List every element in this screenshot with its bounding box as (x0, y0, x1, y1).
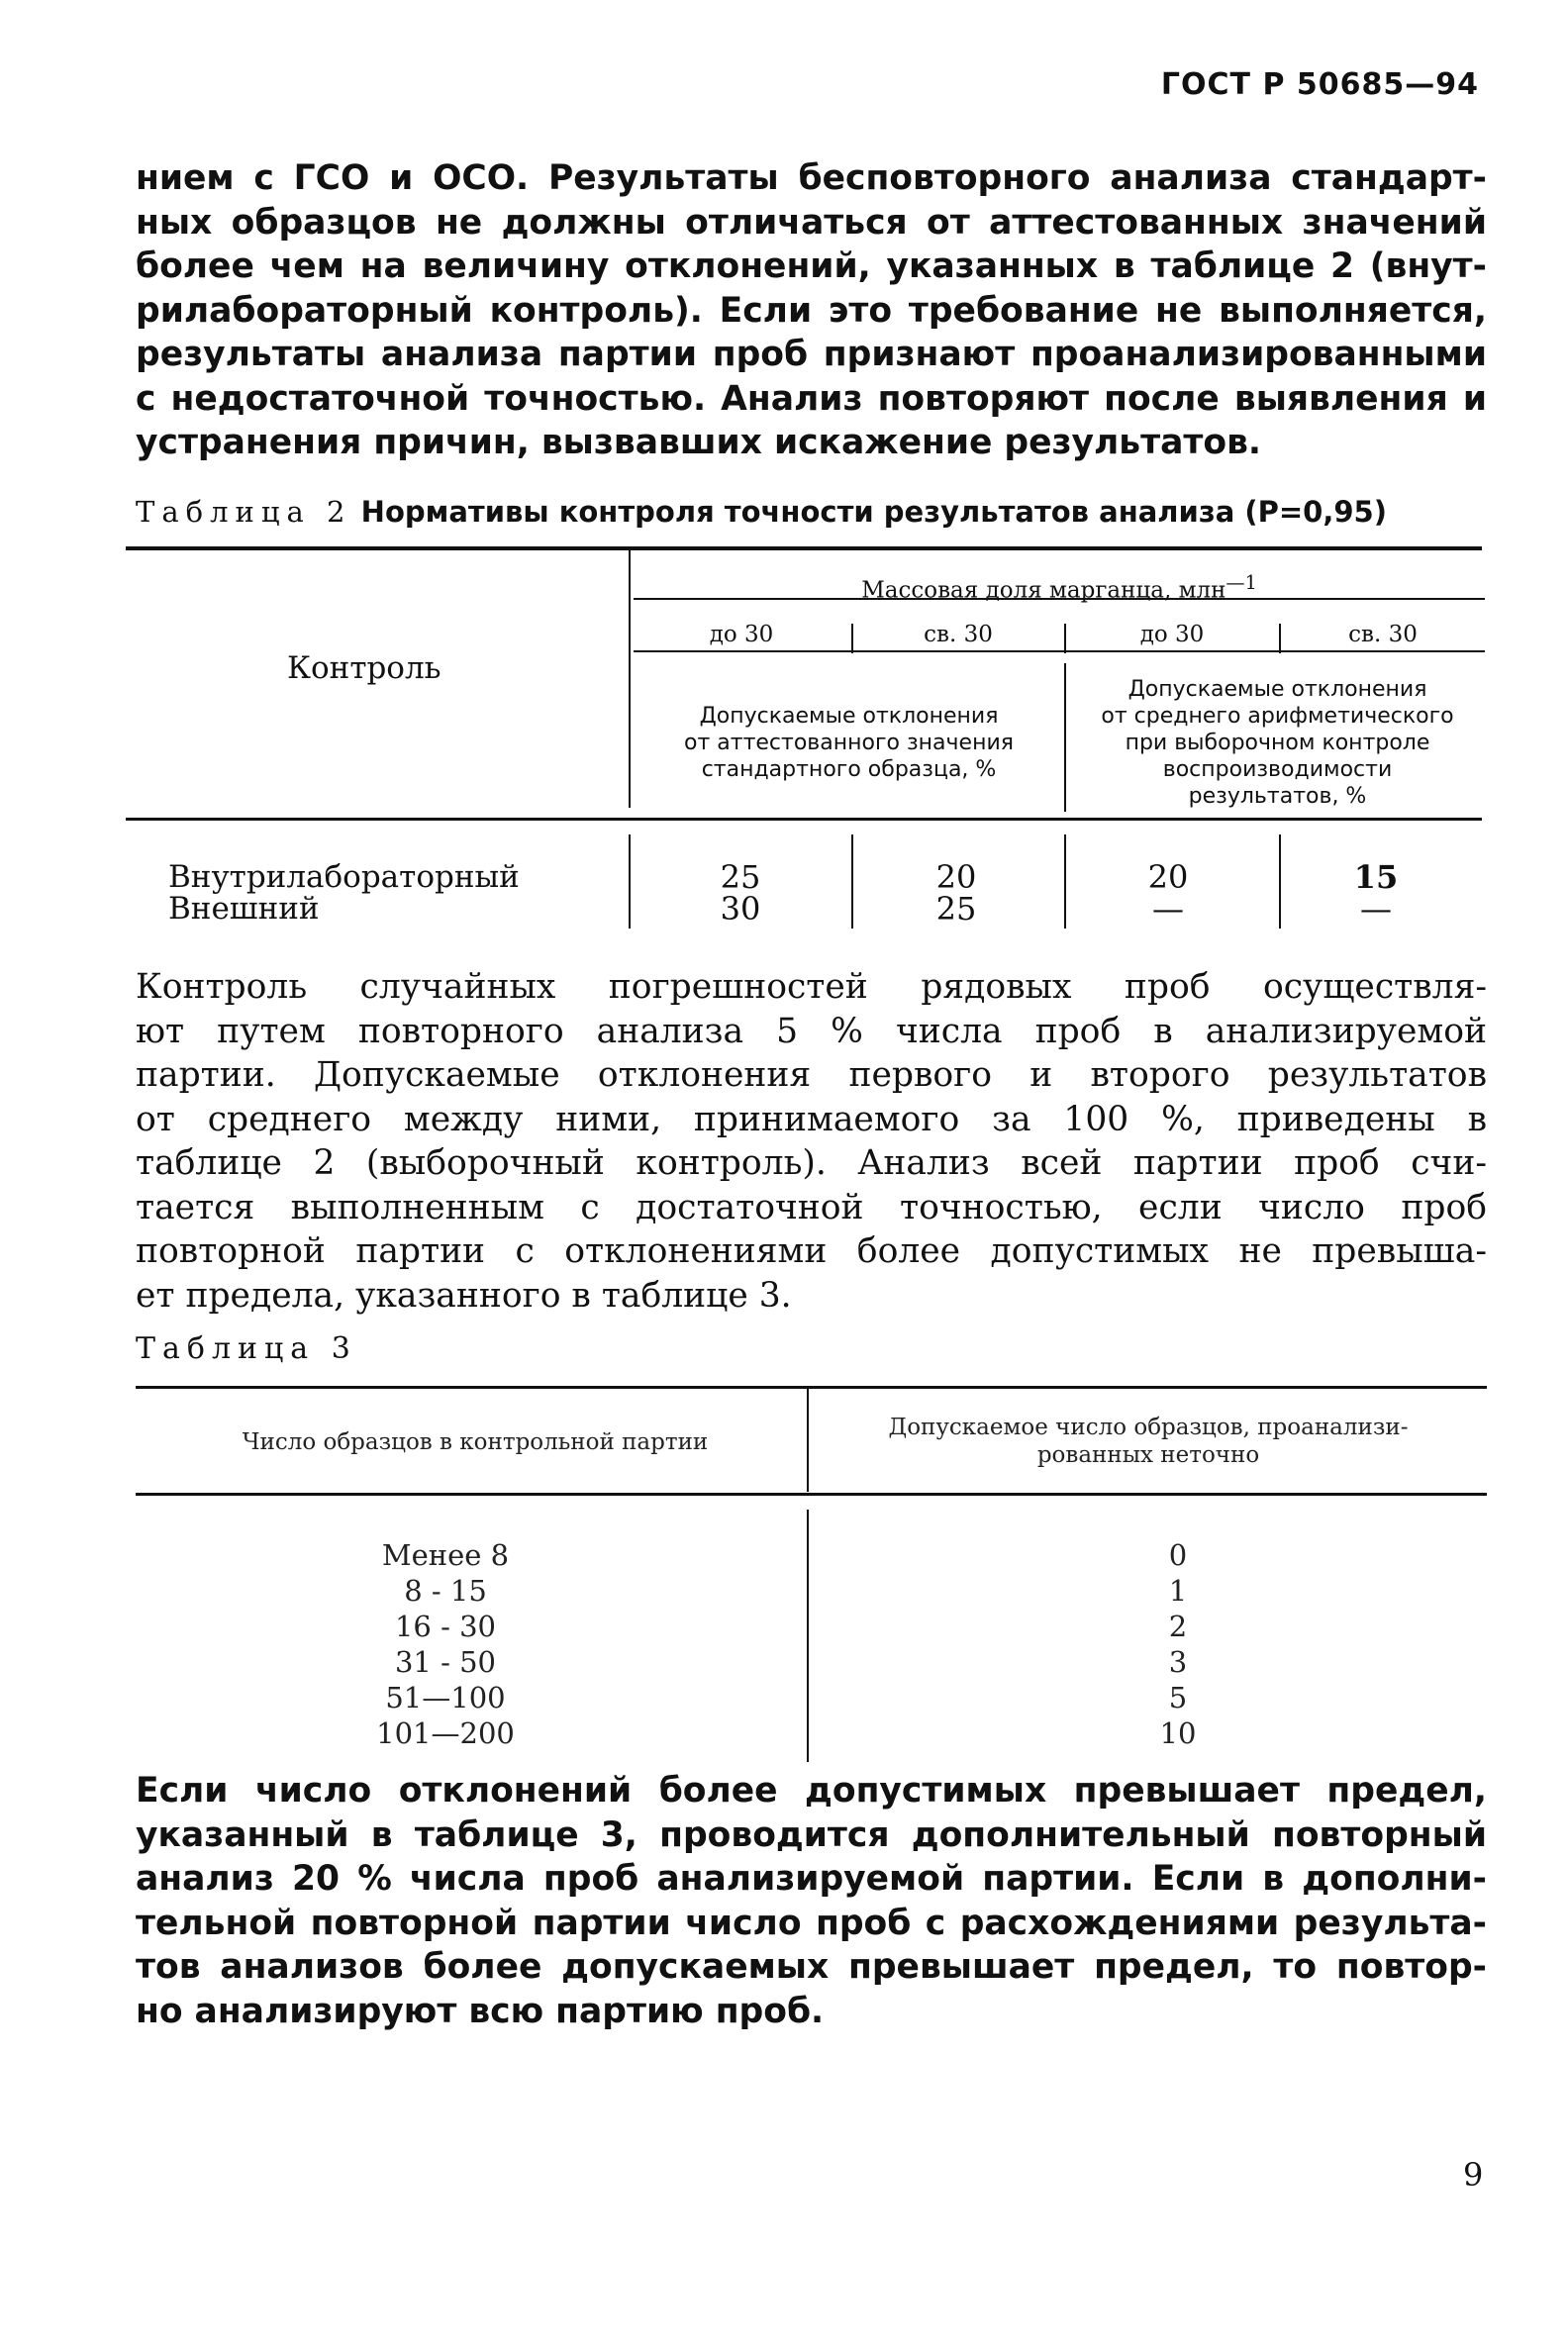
sub-header: св. 30 (1348, 622, 1418, 647)
row-value: — (1360, 890, 1392, 928)
text-line: более чем на величину отклонений, указанных в таблице 2 (внут- (136, 246, 1487, 286)
table-divider (629, 834, 631, 929)
table-2-title: Нормативы контроля точности результатов анализа (P=0,95) (360, 495, 1387, 529)
table-2-caption (136, 495, 1487, 529)
table-3-col2-header-line: Допускаемое число образцов, проанализи- (888, 1415, 1409, 1440)
table-row: 10 (1159, 1716, 1197, 1750)
control-column-header: Контроль (287, 650, 441, 686)
table-divider (807, 1510, 809, 1762)
text-line: от среднего между ними, принимаемого за 100 %, приведены в (136, 1099, 1487, 1139)
table-row: 51—100 (385, 1681, 506, 1714)
table-rule (136, 1386, 1487, 1389)
group2-header (1067, 676, 1488, 810)
table-row: 5 (1168, 1681, 1188, 1714)
text-line: тельной повторной партии число проб с расхождениями результа- (136, 1903, 1487, 1943)
mass-fraction-header-text: Массовая доля марганца, млн (861, 577, 1226, 604)
row-value: 30 (720, 890, 761, 928)
text-line: Контроль случайных погрешностей рядовых проб осуществля- (136, 967, 1487, 1007)
table-divider (851, 834, 853, 929)
row-value: 25 (935, 890, 977, 928)
text-line: тается выполненным с достаточной точностью, если число проб (136, 1187, 1487, 1227)
table-row: 31 - 50 (394, 1645, 497, 1679)
group2-header-line: Допускаемые отклонения (1127, 677, 1427, 702)
document-id: ГОСТ Р 50685—94 (1160, 67, 1479, 102)
text-line: Если число отклонений более допустимых превышает предел, (136, 1771, 1487, 1811)
sub-header: св. 30 (924, 622, 993, 647)
page-number: 9 (1463, 2156, 1484, 2194)
table-3-col1-header: Число образцов в контрольной партии (242, 1429, 709, 1455)
text-line: нием с ГСО и ОСО. Результаты бесповторного анализа стандарт- (136, 158, 1487, 198)
text-line: указанный в таблице 3, проводится дополнительный повторный (136, 1814, 1487, 1855)
group2-header-line: результатов, % (1188, 784, 1367, 809)
table-divider (1064, 834, 1066, 929)
sub-header: до 30 (1139, 622, 1205, 647)
table-3-caption: Таблица 3 (136, 1331, 357, 1366)
paragraph-1 (136, 156, 1487, 465)
group2-header-line: воспроизводимости (1162, 757, 1393, 782)
text-line: с недостаточной точностью. Анализ повторяют после выявления и (136, 378, 1487, 419)
table-3-allowed-column (1119, 1537, 1237, 1751)
table-divider (807, 1388, 809, 1492)
group1-header-line: от аттестованного значения (684, 731, 1014, 755)
text-line: таблице 2 (выборочный контроль). Анализ всей партии проб счи- (136, 1143, 1487, 1183)
table-rule (126, 546, 1482, 550)
group1-header (634, 703, 1064, 783)
text-line: устранения причин, вызвавших искажение результатов. (136, 423, 1262, 462)
table-row: 3 (1168, 1645, 1188, 1679)
row-value: 20 (1147, 858, 1189, 896)
table-row: 8 - 15 (404, 1574, 487, 1608)
table-rule (634, 650, 1485, 652)
text-line: анализ 20 % числа проб анализируемой партии. Если в дополни- (136, 1859, 1487, 1899)
table-row: 101—200 (376, 1716, 515, 1750)
text-line: ет предела, указанного в таблице 3. (136, 1275, 792, 1316)
text-line: партии. Допускаемые отклонения первого и второго результатов (136, 1055, 1487, 1095)
table-divider (629, 550, 631, 808)
table-3-col2-header (822, 1414, 1475, 1469)
table-2-label: Таблица 2 (136, 495, 352, 529)
mass-fraction-header (634, 569, 1485, 605)
table-3-count-column (327, 1537, 564, 1751)
sub-header: до 30 (709, 622, 774, 647)
text-line: тов анализов более допускаемых превышает предел, то повтор- (136, 1947, 1487, 1987)
mass-fraction-header-sup: —1 (1225, 571, 1257, 594)
table-divider (1279, 834, 1281, 929)
paragraph-3 (136, 1769, 1487, 2033)
text-line: результаты анализа партии проб признают проанализированными (136, 335, 1487, 374)
paragraph-2 (136, 965, 1487, 1318)
table-divider (1064, 663, 1066, 812)
group2-header-line: от среднего арифметического (1101, 704, 1454, 729)
row-label: Внешний (168, 891, 320, 927)
group2-header-line: при выборочном контроле (1125, 731, 1430, 755)
row-value: — (1152, 890, 1184, 928)
group1-header-line: стандартного образца, % (701, 757, 997, 782)
table-row: Менее 8 (381, 1538, 510, 1572)
row-value: 25 (720, 858, 761, 896)
table-row: 2 (1168, 1610, 1188, 1643)
row-label: Внутрилабораторный (168, 859, 520, 895)
table-row: 0 (1168, 1538, 1188, 1572)
row-value: 15 (1353, 858, 1399, 896)
table-row: 16 - 30 (394, 1610, 497, 1643)
group1-header-line: Допускаемые отклонения (699, 704, 999, 729)
text-line: но анализируют всю партию проб. (136, 1991, 825, 2031)
table-row: 1 (1168, 1574, 1188, 1608)
text-line: повторной партии с отклонениями более допустимых не превыша- (136, 1231, 1487, 1271)
row-value: 20 (935, 858, 977, 896)
table-3-col2-header-line: рованных неточно (1036, 1442, 1260, 1468)
text-line: ют путем повторного анализа 5 % числа проб в анализируемой (136, 1011, 1487, 1051)
text-line: рилабораторный контроль). Если это требование не выполняется, (136, 290, 1487, 331)
text-line: ных образцов не должны отличаться от аттестованных значений (136, 202, 1487, 243)
table-rule (126, 818, 1482, 821)
table-rule (136, 1493, 1487, 1496)
